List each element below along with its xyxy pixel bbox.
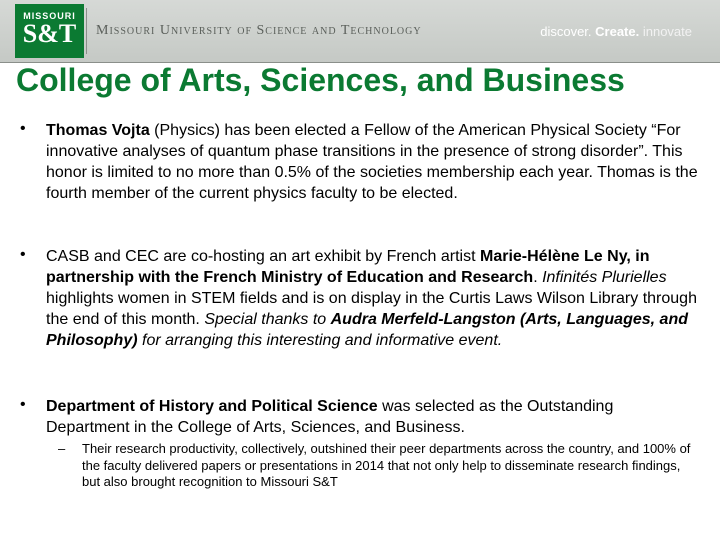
tagline-create: Create.	[595, 24, 643, 39]
bullet-2-intro: CASB and CEC are co-hosting an art exhibit by French artist	[46, 248, 480, 265]
bullet-1-dept: (Physics)	[149, 122, 220, 139]
logo-main-text: S&T	[22, 19, 77, 48]
header-banner	[0, 0, 720, 63]
tagline	[540, 24, 692, 39]
logo-top-text: MISSOURI	[23, 11, 76, 21]
university-name: Missouri University of Science and Technology	[96, 23, 422, 38]
bullet-2-body: highlights women in STEM fields and is on display in the Curtis Laws Wilson Library through the end of this month.	[46, 290, 697, 328]
bullet-1-name: Thomas Vojta	[46, 122, 150, 139]
bullet-2-marker: •	[20, 246, 26, 263]
bullet-2-artist: Marie-Hélène Le Ny, in partnership with the French Ministry of Education and Research	[46, 248, 650, 286]
sub-bullet-text: Their research productivity, collectively, outshined their peer departments across the country, and 100% of the faculty delivered papers or presentations in 2014 that not only help to disseminate research findings, but also brought recognition to Missouri S&T	[82, 441, 691, 489]
bullet-2-text	[46, 246, 698, 351]
tagline-discover: discover.	[540, 24, 596, 39]
bullet-1-text	[46, 120, 698, 204]
bullet-3-text	[46, 396, 698, 438]
bullet-2-exhibit-title: Infinités Plurielles	[542, 269, 667, 286]
slide-title: College of Arts, Sciences, and Business	[16, 62, 625, 98]
bullet-3-dept: Department of History and Political Science	[46, 398, 378, 415]
bullet-2-thanks: Special thanks to	[204, 311, 331, 328]
bullet-1-marker: •	[20, 120, 26, 137]
tagline-innovate: innovate	[642, 24, 692, 39]
bullet-2-period: .	[533, 269, 543, 286]
sub-bullet-dash: –	[58, 441, 66, 456]
bullet-2-closing: for arranging this interesting and informative event.	[137, 332, 503, 349]
bullet-1-body: has been elected a Fellow of the American Physical Society “For innovative analyses of quantum phase transitions in the presence of strong disorder”. This honor is limited to no more than 0.5% of the societies membership each year. Thomas is the fourth member of the current physics faculty to be elected.	[46, 122, 698, 202]
missouri-st-logo	[15, 4, 84, 58]
bullet-2-thanks-name: Audra Merfeld-Langston (Arts, Languages, and Philosophy)	[46, 311, 688, 349]
bullet-3-body: was selected as the Outstanding Department in the College of Arts, Sciences, and Business.	[46, 398, 614, 436]
header-divider	[86, 8, 87, 54]
bullet-3-marker: •	[20, 396, 26, 413]
